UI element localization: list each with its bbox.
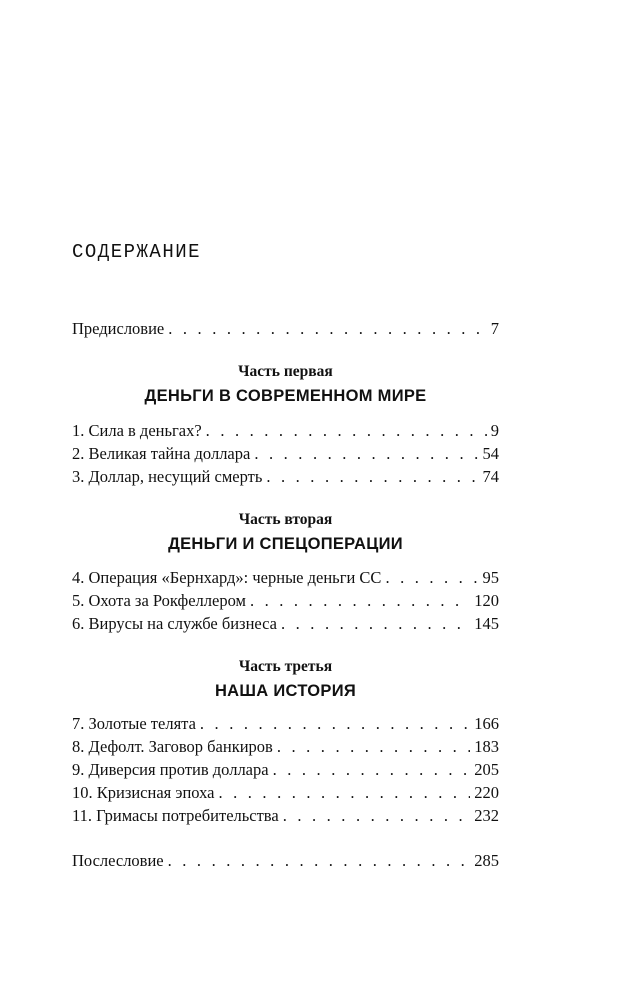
page-title: СОДЕРЖАНИЕ: [72, 241, 202, 263]
dot-leader: [273, 759, 471, 781]
toc-page-number: 95: [482, 568, 499, 587]
toc-entry-chapter-6[interactable]: [72, 613, 499, 635]
toc-entry-title: 2. Великая тайна доллара: [72, 444, 251, 463]
toc-entry-chapter-4[interactable]: [72, 567, 499, 589]
dot-leader: [168, 318, 487, 340]
toc-entry-title: 3. Доллар, несущий смерть: [72, 467, 263, 486]
toc-entry-chapter-9[interactable]: [72, 759, 499, 781]
dot-leader: [277, 736, 470, 758]
toc-page-number: 183: [474, 737, 499, 756]
toc-page-number: 7: [490, 319, 499, 338]
toc-page-number: 166: [474, 714, 499, 733]
toc-page-number: 74: [482, 467, 499, 486]
dot-leader: [266, 466, 478, 488]
toc-entry-chapter-7[interactable]: [72, 713, 499, 735]
toc-entry-title: 5. Охота за Рокфеллером: [72, 591, 246, 610]
toc-page-number: 145: [474, 614, 499, 633]
dot-leader: [168, 850, 471, 872]
dot-leader: [206, 420, 487, 442]
toc-page-number: 120: [474, 591, 499, 610]
toc-page-number: 285: [474, 851, 499, 870]
dot-leader: [385, 567, 478, 589]
dot-leader: [250, 590, 470, 612]
dot-leader: [218, 782, 470, 804]
part-2-label: Часть вторая: [238, 511, 333, 528]
toc-entry-title: 8. Дефолт. Заговор банкиров: [72, 737, 273, 756]
dot-leader: [254, 443, 478, 465]
toc-entry-title: 11. Гримасы потребительства: [72, 806, 279, 825]
part-1-label: Часть первая: [238, 363, 333, 380]
dot-leader: [283, 805, 471, 827]
toc-entry-chapter-10[interactable]: [72, 782, 499, 804]
toc-entry-chapter-2[interactable]: [72, 443, 499, 465]
toc-page-number: 232: [474, 806, 499, 825]
toc-entry-title: 1. Сила в деньгах?: [72, 421, 202, 440]
part-2-title: ДЕНЬГИ И СПЕЦОПЕРАЦИИ: [168, 535, 403, 553]
toc-entry-chapter-3[interactable]: [72, 466, 499, 488]
dot-leader: [200, 713, 470, 735]
toc-entry-title: 6. Вирусы на службе бизнеса: [72, 614, 277, 633]
toc-entry-title: 4. Операция «Бернхард»: черные деньги СС: [72, 568, 382, 587]
toc-page-number: 9: [490, 421, 499, 440]
toc-page-number: 205: [474, 760, 499, 779]
part-1-title: ДЕНЬГИ В СОВРЕМЕННОМ МИРЕ: [144, 387, 427, 405]
toc-entry-chapter-11[interactable]: [72, 805, 499, 827]
toc-entry-title: 10. Кризисная эпоха: [72, 783, 215, 802]
toc-entry-title: Послесловие: [72, 851, 164, 870]
toc-page-number: 220: [474, 783, 499, 802]
toc-entry-afterword[interactable]: [72, 850, 499, 872]
toc-entry-chapter-8[interactable]: [72, 736, 499, 758]
toc-entry-title: 9. Диверсия против доллара: [72, 760, 269, 779]
toc-entry-preface[interactable]: [72, 318, 499, 340]
toc-entry-chapter-1[interactable]: [72, 420, 499, 442]
toc-entry-title: 7. Золотые телята: [72, 714, 196, 733]
toc-entry-chapter-5[interactable]: [72, 590, 499, 612]
toc-page-number: 54: [482, 444, 499, 463]
part-3-label: Часть третья: [238, 658, 333, 675]
part-3-title: НАША ИСТОРИЯ: [214, 682, 357, 700]
toc-entry-title: Предисловие: [72, 319, 165, 338]
dot-leader: [281, 613, 470, 635]
